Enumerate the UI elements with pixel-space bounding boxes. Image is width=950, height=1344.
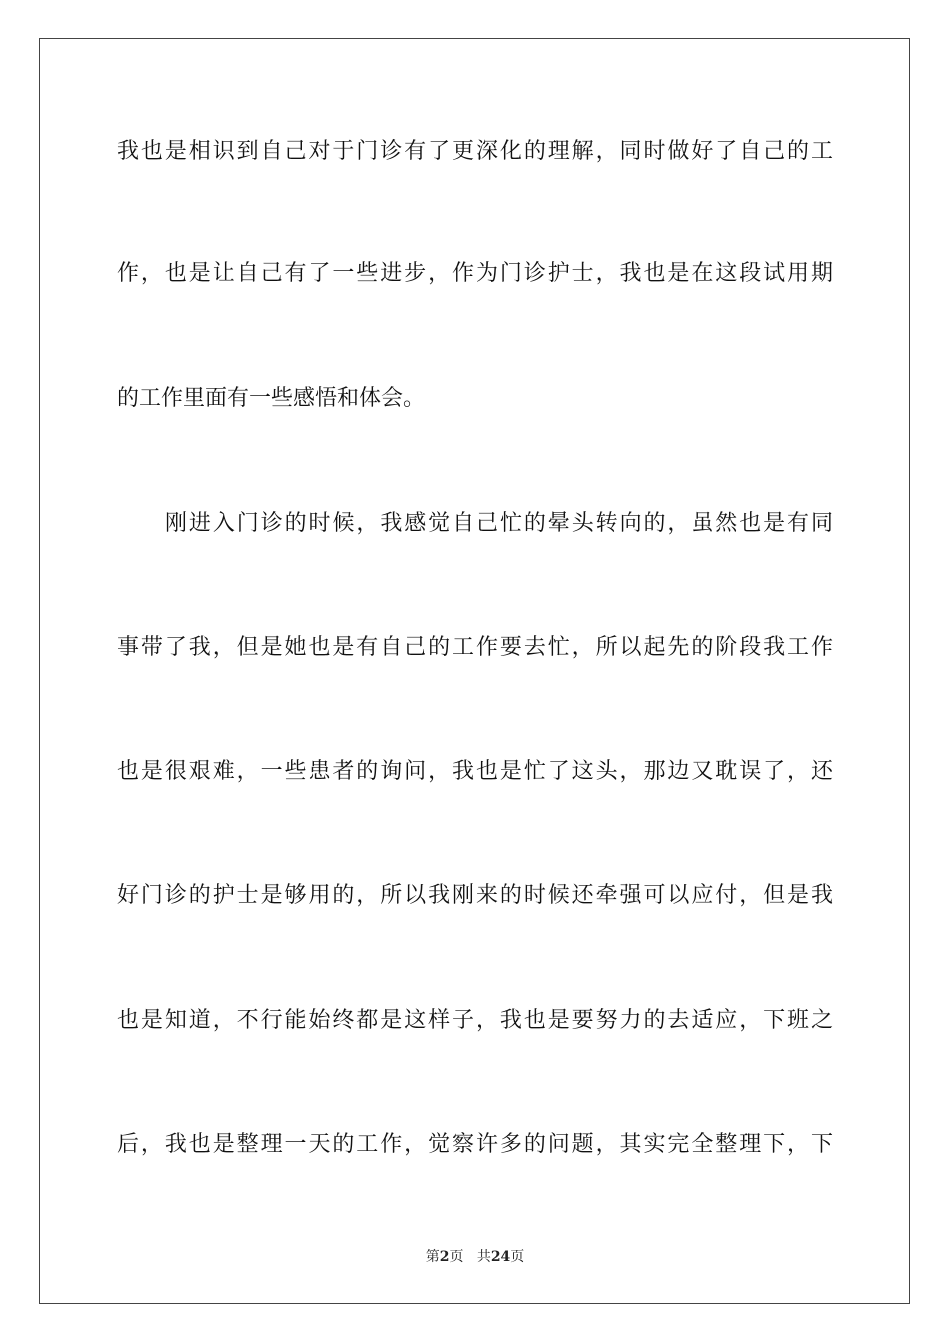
paragraph-line: 后，我也是整理一天的工作，觉察许多的问题，其实完全整理下，下: [117, 1132, 833, 1157]
current-page-number: 2: [439, 1249, 450, 1265]
paragraph-line: 刚进入门诊的时候，我感觉自己忙的晕头转向的，虽然也是有同: [165, 511, 833, 536]
total-label-suffix: 页: [510, 1249, 525, 1265]
paragraph-line: 作，也是让自己有了一些进步，作为门诊护士，我也是在这段试用期: [117, 261, 833, 286]
paragraph-line: 也是很艰难，一些患者的询问，我也是忙了这头，那边又耽误了，还: [117, 759, 833, 784]
paragraph-line: 事带了我，但是她也是有自己的工作要去忙，所以起先的阶段我工作: [117, 635, 833, 660]
paragraph-line: 也是知道，不行能始终都是这样子，我也是要努力的去适应，下班之: [117, 1008, 833, 1033]
page-footer: [0, 1247, 950, 1267]
paragraph-line: 好门诊的护士是够用的，所以我刚来的时候还牵强可以应付，但是我: [117, 883, 833, 908]
page-border: [39, 38, 910, 1304]
paragraph-line: 我也是相识到自己对于门诊有了更深化的理解，同时做好了自己的工: [117, 139, 833, 164]
page-label-prefix: 第: [425, 1249, 440, 1265]
paragraph-line: 的工作里面有一些感悟和体会。: [117, 386, 426, 411]
page-label-suffix: 页: [449, 1249, 464, 1265]
total-page-count: 24: [490, 1249, 511, 1265]
total-label-prefix: 共: [476, 1249, 491, 1265]
